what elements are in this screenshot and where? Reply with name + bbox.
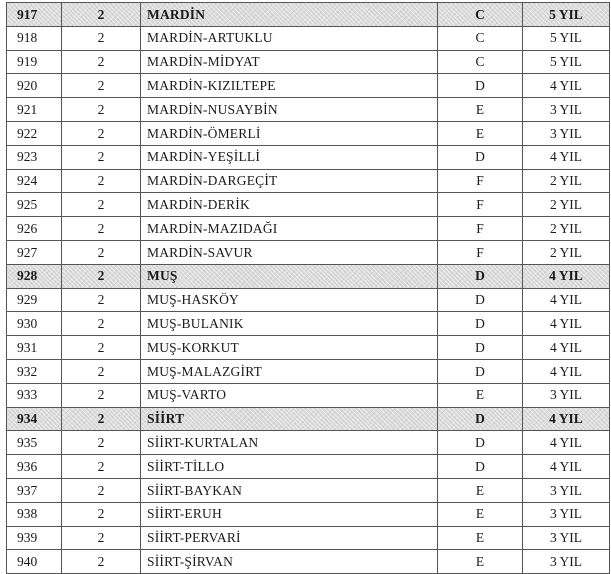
term-cell: 4 YIL <box>523 74 610 98</box>
term-cell: 4 YIL <box>523 407 610 431</box>
group-cell: 2 <box>62 240 141 264</box>
term-cell: 5 YIL <box>523 50 610 74</box>
location-name-cell: SİİRT-PERVARİ <box>141 526 438 550</box>
term-cell: 4 YIL <box>523 288 610 312</box>
location-name-cell: MARDİN-DARGEÇİT <box>141 169 438 193</box>
class-cell: E <box>438 526 523 550</box>
group-cell: 2 <box>62 383 141 407</box>
location-name-cell: MUŞ-BULANIK <box>141 312 438 336</box>
class-cell: C <box>438 50 523 74</box>
location-name-cell: SİİRT-TİLLO <box>141 455 438 479</box>
location-name-cell: MUŞ-HASKÖY <box>141 288 438 312</box>
location-name-cell: MARDİN <box>141 3 438 27</box>
district-row <box>7 550 610 574</box>
province-row <box>7 407 610 431</box>
term-cell: 3 YIL <box>523 550 610 574</box>
location-name-cell: MARDİN-SAVUR <box>141 240 438 264</box>
group-cell: 2 <box>62 288 141 312</box>
district-row <box>7 217 610 241</box>
row-number-cell: 926 <box>7 217 62 241</box>
location-name-cell: MARDİN-MAZIDAĞI <box>141 217 438 241</box>
location-name-cell: MUŞ <box>141 264 438 288</box>
class-cell: F <box>438 193 523 217</box>
term-cell: 4 YIL <box>523 336 610 360</box>
row-number-cell: 935 <box>7 431 62 455</box>
group-cell: 2 <box>62 74 141 98</box>
location-name-cell: MARDİN-MİDYAT <box>141 50 438 74</box>
class-cell: D <box>438 455 523 479</box>
group-cell: 2 <box>62 502 141 526</box>
class-cell: D <box>438 359 523 383</box>
row-number-cell: 919 <box>7 50 62 74</box>
district-row <box>7 288 610 312</box>
group-cell: 2 <box>62 121 141 145</box>
district-row <box>7 502 610 526</box>
row-number-cell: 934 <box>7 407 62 431</box>
row-number-cell: 931 <box>7 336 62 360</box>
location-name-cell: SİİRT-ŞİRVAN <box>141 550 438 574</box>
row-number-cell: 924 <box>7 169 62 193</box>
district-row <box>7 145 610 169</box>
row-number-cell: 932 <box>7 359 62 383</box>
class-cell: D <box>438 336 523 360</box>
district-row <box>7 193 610 217</box>
class-cell: D <box>438 74 523 98</box>
group-cell: 2 <box>62 264 141 288</box>
row-number-cell: 933 <box>7 383 62 407</box>
term-cell: 5 YIL <box>523 26 610 50</box>
group-cell: 2 <box>62 145 141 169</box>
term-cell: 3 YIL <box>523 502 610 526</box>
group-cell: 2 <box>62 26 141 50</box>
term-cell: 3 YIL <box>523 121 610 145</box>
class-cell: D <box>438 312 523 336</box>
group-cell: 2 <box>62 98 141 122</box>
class-cell: F <box>438 240 523 264</box>
location-name-cell: SİİRT <box>141 407 438 431</box>
location-name-cell: MUŞ-VARTO <box>141 383 438 407</box>
location-name-cell: MARDİN-ARTUKLU <box>141 26 438 50</box>
district-row <box>7 526 610 550</box>
district-row <box>7 240 610 264</box>
location-name-cell: MARDİN-YEŞİLLİ <box>141 145 438 169</box>
term-cell: 3 YIL <box>523 478 610 502</box>
class-cell: F <box>438 169 523 193</box>
class-cell: E <box>438 98 523 122</box>
term-cell: 2 YIL <box>523 217 610 241</box>
location-name-cell: MARDİN-NUSAYBİN <box>141 98 438 122</box>
term-cell: 4 YIL <box>523 359 610 383</box>
row-number-cell: 936 <box>7 455 62 479</box>
location-name-cell: SİİRT-KURTALAN <box>141 431 438 455</box>
row-number-cell: 922 <box>7 121 62 145</box>
location-name-cell: MUŞ-KORKUT <box>141 336 438 360</box>
group-cell: 2 <box>62 407 141 431</box>
district-row <box>7 359 610 383</box>
row-number-cell: 928 <box>7 264 62 288</box>
group-cell: 2 <box>62 336 141 360</box>
group-cell: 2 <box>62 455 141 479</box>
group-cell: 2 <box>62 193 141 217</box>
location-name-cell: SİİRT-BAYKAN <box>141 478 438 502</box>
district-row <box>7 478 610 502</box>
class-cell: D <box>438 145 523 169</box>
term-cell: 4 YIL <box>523 455 610 479</box>
class-cell: E <box>438 121 523 145</box>
row-number-cell: 927 <box>7 240 62 264</box>
row-number-cell: 937 <box>7 478 62 502</box>
location-name-cell: MARDİN-ÖMERLİ <box>141 121 438 145</box>
class-cell: D <box>438 431 523 455</box>
district-row <box>7 26 610 50</box>
group-cell: 2 <box>62 526 141 550</box>
class-cell: E <box>438 383 523 407</box>
row-number-cell: 925 <box>7 193 62 217</box>
class-cell: D <box>438 288 523 312</box>
district-row <box>7 455 610 479</box>
class-cell: D <box>438 407 523 431</box>
row-number-cell: 923 <box>7 145 62 169</box>
group-cell: 2 <box>62 550 141 574</box>
class-cell: D <box>438 264 523 288</box>
row-number-cell: 938 <box>7 502 62 526</box>
term-cell: 3 YIL <box>523 98 610 122</box>
district-row <box>7 431 610 455</box>
district-row <box>7 336 610 360</box>
row-number-cell: 921 <box>7 98 62 122</box>
term-cell: 4 YIL <box>523 431 610 455</box>
term-cell: 5 YIL <box>523 3 610 27</box>
group-cell: 2 <box>62 3 141 27</box>
group-cell: 2 <box>62 431 141 455</box>
district-row <box>7 50 610 74</box>
province-row <box>7 3 610 27</box>
term-cell: 3 YIL <box>523 526 610 550</box>
location-name-cell: MARDİN-KIZILTEPE <box>141 74 438 98</box>
group-cell: 2 <box>62 478 141 502</box>
term-cell: 4 YIL <box>523 312 610 336</box>
row-number-cell: 929 <box>7 288 62 312</box>
location-name-cell: MARDİN-DERİK <box>141 193 438 217</box>
class-cell: E <box>438 550 523 574</box>
row-number-cell: 918 <box>7 26 62 50</box>
group-cell: 2 <box>62 312 141 336</box>
class-cell: E <box>438 502 523 526</box>
district-row <box>7 121 610 145</box>
term-cell: 4 YIL <box>523 145 610 169</box>
registry-table-body <box>7 3 610 574</box>
province-row <box>7 264 610 288</box>
row-number-cell: 939 <box>7 526 62 550</box>
class-cell: E <box>438 478 523 502</box>
row-number-cell: 940 <box>7 550 62 574</box>
district-row <box>7 383 610 407</box>
class-cell: C <box>438 3 523 27</box>
term-cell: 3 YIL <box>523 383 610 407</box>
term-cell: 2 YIL <box>523 169 610 193</box>
district-row <box>7 74 610 98</box>
row-number-cell: 930 <box>7 312 62 336</box>
location-name-cell: SİİRT-ERUH <box>141 502 438 526</box>
location-name-cell: MUŞ-MALAZGİRT <box>141 359 438 383</box>
group-cell: 2 <box>62 50 141 74</box>
row-number-cell: 920 <box>7 74 62 98</box>
class-cell: C <box>438 26 523 50</box>
term-cell: 4 YIL <box>523 264 610 288</box>
registry-table <box>6 2 610 574</box>
group-cell: 2 <box>62 169 141 193</box>
district-row <box>7 169 610 193</box>
class-cell: F <box>438 217 523 241</box>
term-cell: 2 YIL <box>523 193 610 217</box>
group-cell: 2 <box>62 359 141 383</box>
district-row <box>7 98 610 122</box>
group-cell: 2 <box>62 217 141 241</box>
term-cell: 2 YIL <box>523 240 610 264</box>
row-number-cell: 917 <box>7 3 62 27</box>
district-row <box>7 312 610 336</box>
